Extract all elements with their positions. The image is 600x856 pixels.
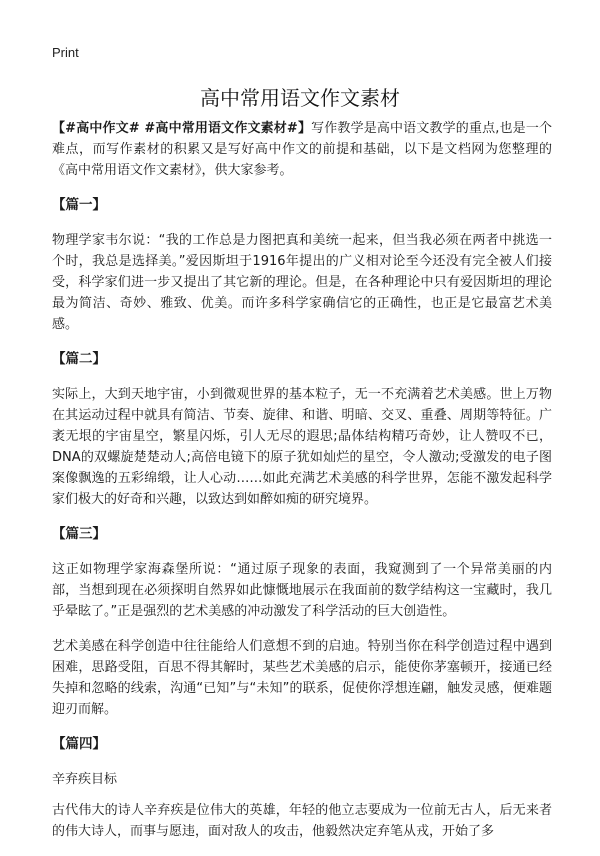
section-heading-1: 【篇一】 [52,197,106,213]
print-link[interactable]: Print [52,45,79,60]
section-heading-4: 【篇四】 [52,736,106,752]
section-3-paragraph-1: 这正如物理学家海森堡所说：“通过原子现象的表面，我窥测到了一个异常美丽的内部，当想到现在必须探明自然界如此慷慨地展示在我面前的数学结构这一宝藏时，我几乎晕眩了。”正是强烈的艺术美感的冲动激发了科学活动的巨大创造性。 [52,562,552,619]
intro-text: 写作教学是高中语文教学的重点,也是一个难点，而写作素材的积累又是写好高中作文的前提和基础，以下是文档网为您整理的《高中常用语文作文素材》，供大家参考。 [52,121,552,178]
article-body [52,118,552,856]
section-4-subtitle: 辛弃疾目标 [52,772,118,787]
section-1-paragraph-1: 物理学家韦尔说：“我的工作总是力图把真和美统一起来，但当我必须在两者中挑选一个时，我总是选择美。”爱因斯坦于1916年提出的广义相对论至今还没有完全被人们接受，科学家们进一步又提出了其它新的理论。但是，在各种理论中只有爱因斯坦的理论最为简洁、奇妙、雅致、优美。而许多科学家确信它的正确性，也正是它最富艺术美感。 [52,233,552,332]
section-2-paragraph-1: 实际上，大到天地宇宙，小到微观世界的基本粒子，无一不充满着艺术美感。世上万物在其运动过程中就具有简洁、节奏、旋律、和谐、明暗、交叉、重叠、周期等特征。广袤无垠的宇宙星空，繁星闪烁，引人无尽的遐思;晶体结构精巧奇妙，让人赞叹不已，DNA的双螺旋楚楚动人;高倍电镜下的原子犹如灿烂的星空，令人激动;受激发的电子图案像飘逸的五彩绵缎，让人心动……如此充满艺术美感的科学世界，怎能不激发起科学家们极大的好奇和兴趣，以致达到如醉如痴的研究境界。 [52,387,552,507]
intro-paragraph [52,118,552,181]
section-heading-3: 【篇三】 [52,526,106,542]
section-heading-2: 【篇二】 [52,351,106,367]
section-3-paragraph-2: 艺术美感在科学创造中往往能给人们意想不到的启迪。特别当你在科学创造过程中遇到困难，思路受阻，百思不得其解时，某些艺术美感的启示，能使你茅塞顿开，接通已经失掉和忽略的线索，沟通“已知”与“未知”的联系，促使你浮想连翩，触发灵感，便难题迎刃而解。 [52,639,552,717]
section-4-paragraph-1: 古代伟大的诗人辛弃疾是位伟大的英雄，年轻的他立志要成为一位前无古人，后无来者的伟大诗人，而事与愿违，面对敌人的攻击，他毅然决定弃笔从戎，开始了多 [52,803,552,839]
page-title: 高中常用语文作文素材 [200,86,400,110]
intro-tag: 【#高中作文# #高中常用语文作文素材#】 [52,121,312,136]
